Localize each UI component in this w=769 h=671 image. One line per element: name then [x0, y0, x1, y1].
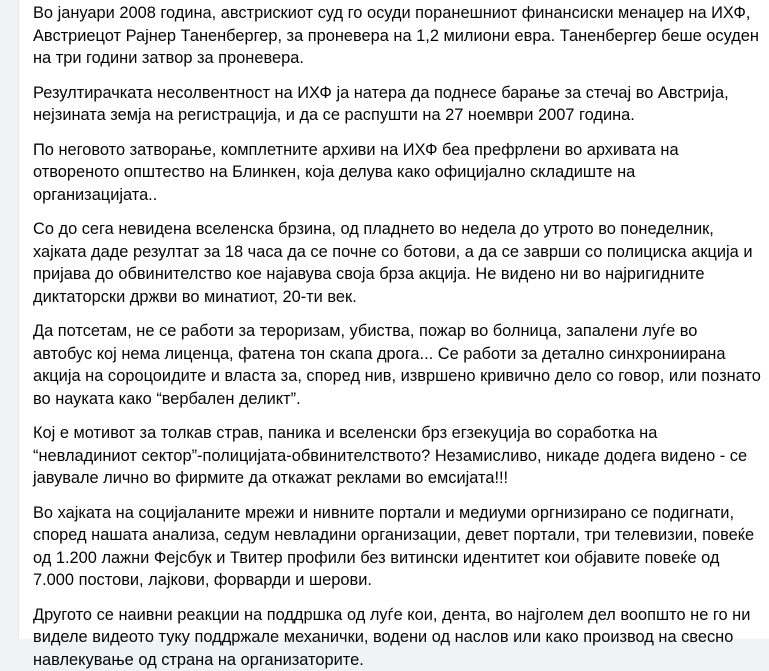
post-paragraph: Другото се наивни реакции на поддршка од луѓе кои, дента, во најголем дел воопшто не го ни виделе видеото туку поддржале механички, водени од наслов или како производ на свесно навлекување од страна на организаторите.: [33, 604, 761, 671]
post-paragraph: По неговото затворање, комплетните архиви на ИХФ беа префрлени во архивата на отвореното општество на Блинкен, која делува како официјално складиште на организацијата..: [33, 139, 761, 207]
post-paragraph: Кој е мотивот за толкав страв, паника и вселенски брз егзекуција во соработка на “невладиниот сектор”-полицијата-обвинителството? Незамисливо, никаде додега видено - се јавувале лично во фирмите да откажат реклами во емсијата!!!: [33, 422, 761, 490]
post-text: [19, 0, 769, 671]
post-paragraph: Резултирачката несолвентност на ИХФ ја натера да поднесе барање за стечај во Австрија, нејзината земја на регистрација, и да се распушти на 27 ноември 2007 година.: [33, 82, 761, 127]
post-paragraph: Во јануари 2008 година, австрискиот суд го осуди поранешниот финансиски менаџер на ИХФ, Австриецот Рајнер Таненбергер, за проневера на 1,2 милиони евра. Таненбергер беше осуден на три години затвор за проневера.: [33, 2, 761, 70]
post-paragraph: Да потсетам, не се работи за тероризам, убиства, пожар во болница, запалени луѓе во автобус кој нема лиценца, фатена тон скапа дрога... Се работи за детално синхрониирана акција на сороцоидите и власта за, според нив, извршено кривично дело со говор, или познато во науката како “вербален деликт”.: [33, 320, 761, 410]
post-paragraph: Во хајката на социјаланите мрежи и нивните портали и медиуми оргнизирано се подигнати, според нашата анализа, седум невладини организации, девет портали, три телевизии, повеќе од 1.200 лажни Фејсбук и Твитер профили без витински идентитет кои објавите повеќе од 7.000 постови, лајкови, форварди и шерови.: [33, 502, 761, 592]
post-card: [18, 0, 769, 639]
post-paragraph: Со до сега невидена вселенска брзина, од пладнето во недела до утрото во понеделник, хајката даде резултат за 18 часа да се почне со ботови, а да се заврши со полициска акција и пријава до обвинителство кое најавува своја брза акција. Не видено ни во најригидните диктаторски држви во минатиот, 20-ти век.: [33, 218, 761, 308]
